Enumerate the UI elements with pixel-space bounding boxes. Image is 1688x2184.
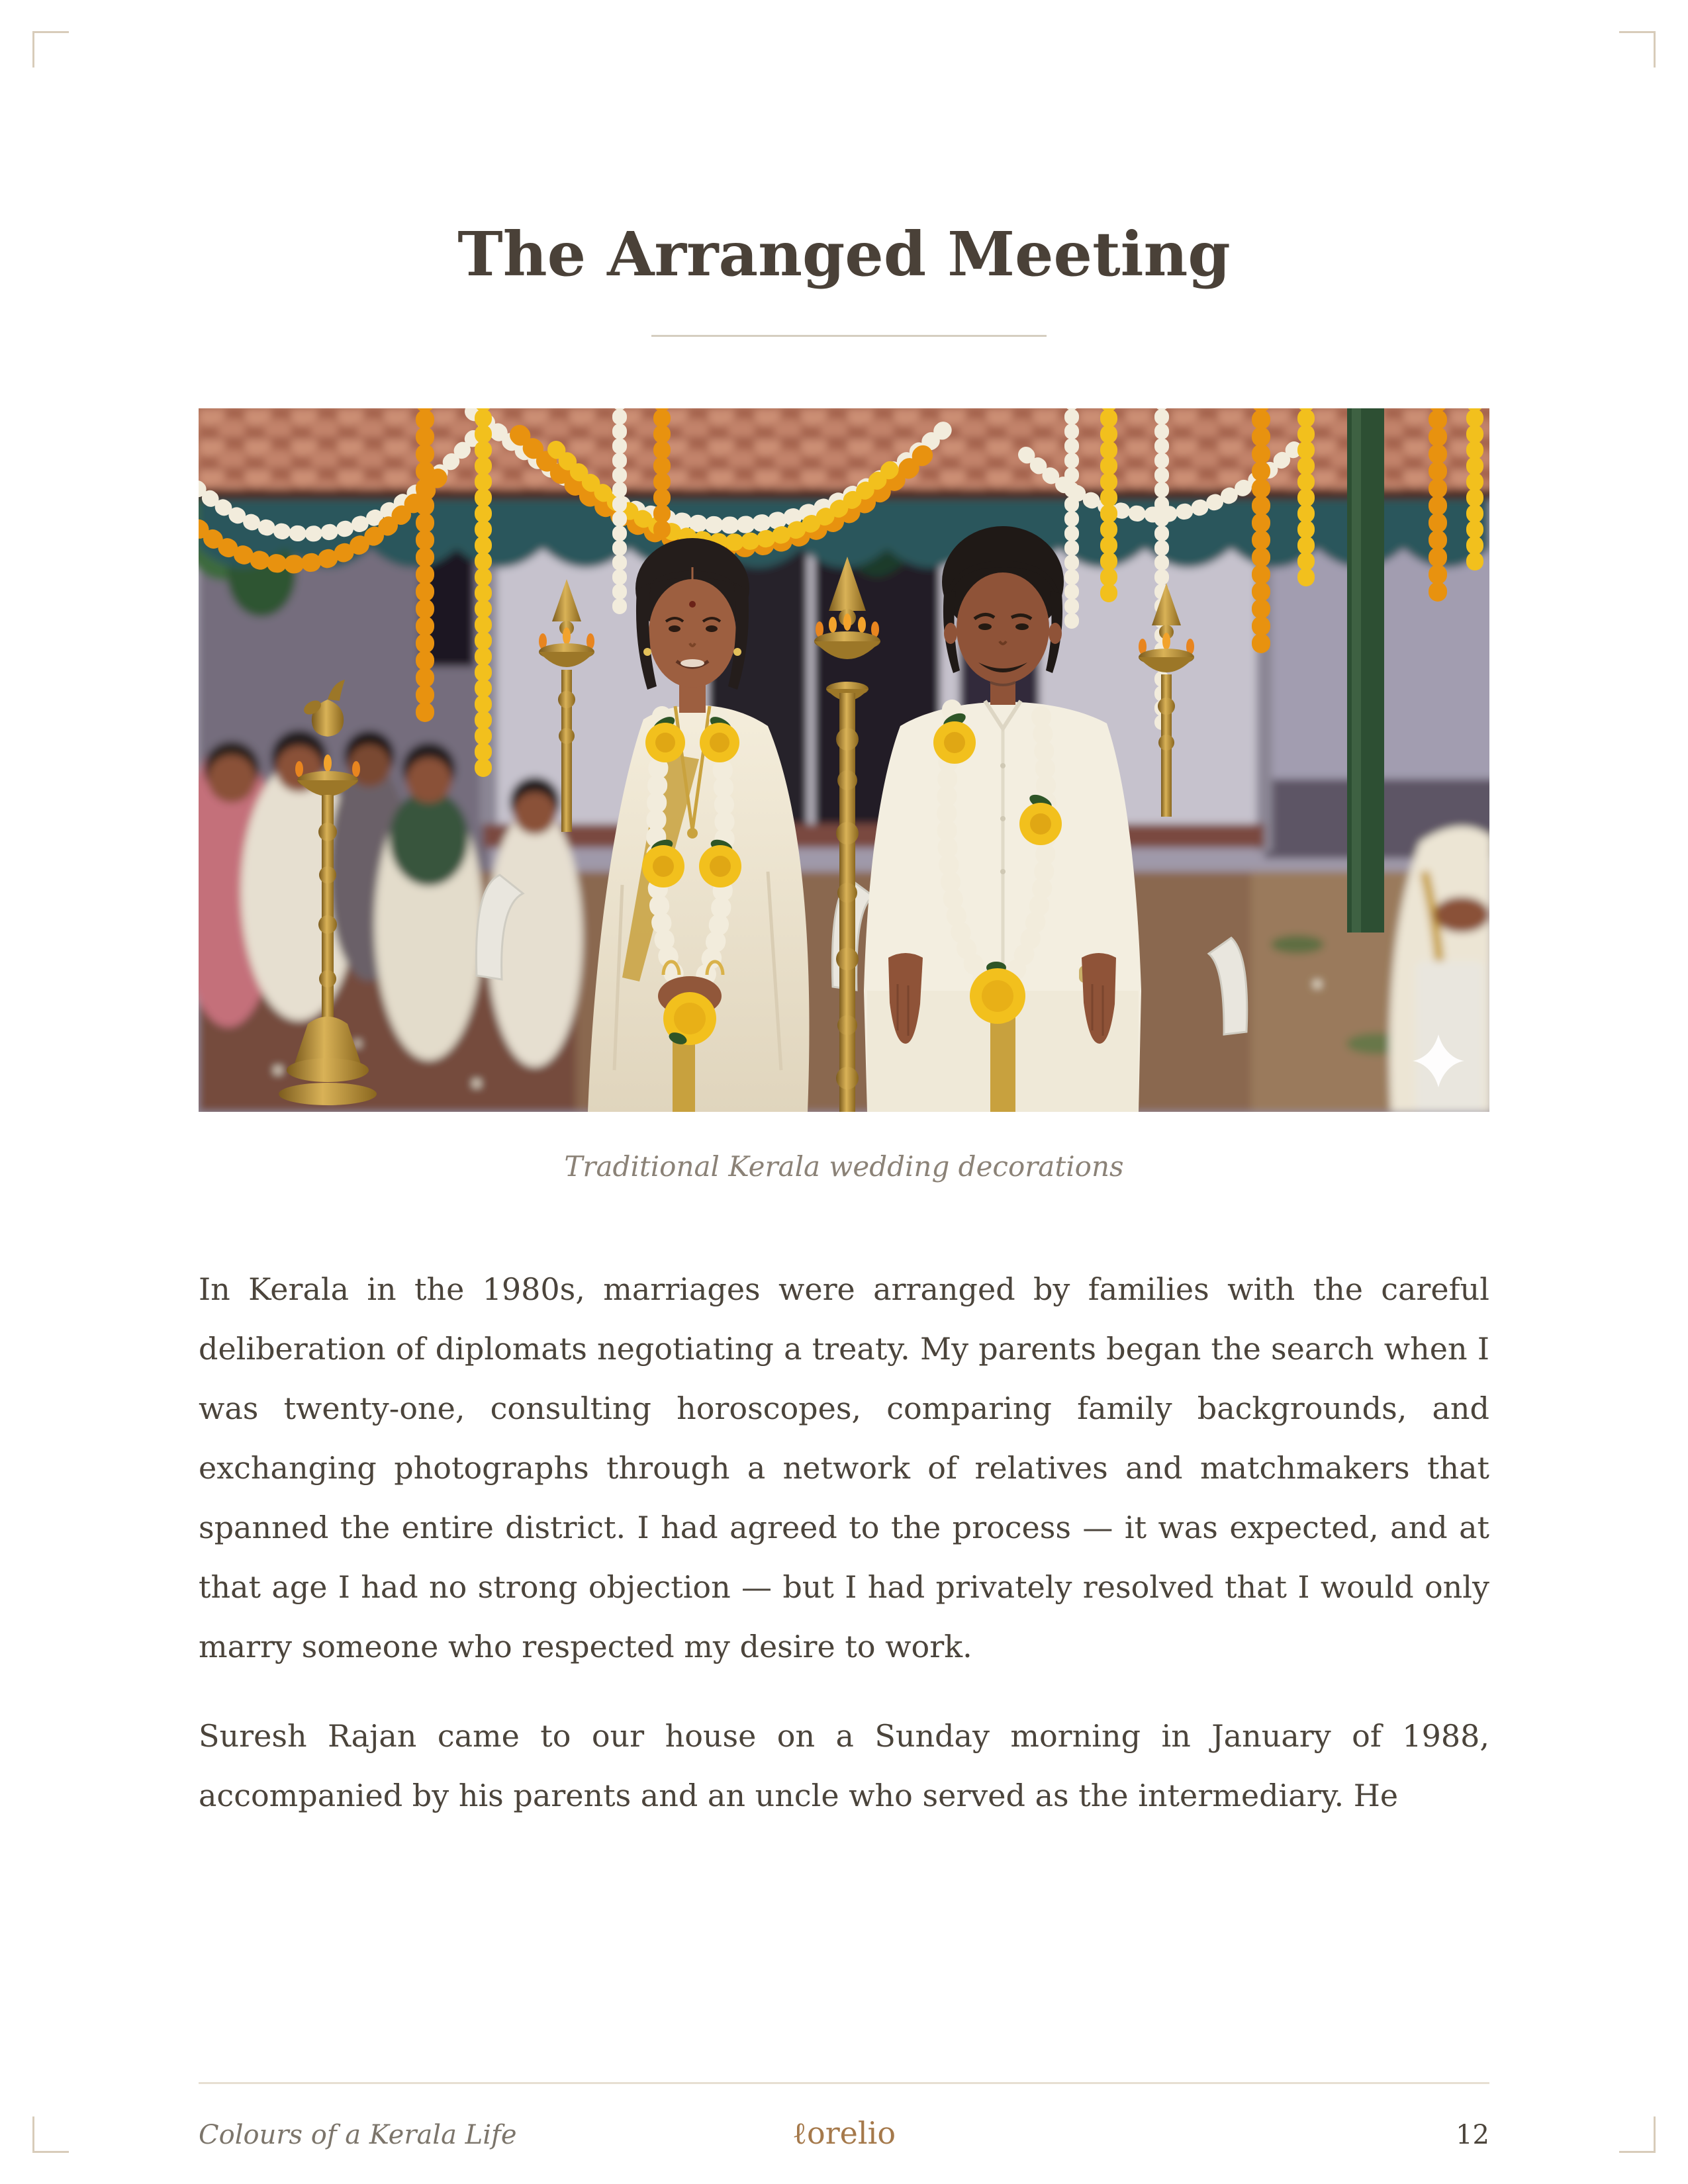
photo-caption: Traditional Kerala wedding decorations xyxy=(564,1150,1124,1183)
crop-mark-top-right xyxy=(1619,31,1656,68)
crop-mark-bottom-left xyxy=(32,2116,69,2153)
footer-rule xyxy=(199,2082,1489,2084)
title-divider xyxy=(651,335,1047,337)
footer-logo: ℓorelio xyxy=(792,2115,896,2151)
paragraph-2: Suresh Rajan came to our house on a Sunday morning in January of 1988, accompanied by his parents and an uncle who served as the intermediary. He xyxy=(199,1717,1489,1813)
crop-mark-top-left xyxy=(32,31,69,68)
chapter-title: The Arranged Meeting xyxy=(457,218,1231,290)
wedding-photo xyxy=(199,408,1489,1112)
crop-mark-bottom-right xyxy=(1619,2116,1656,2153)
paragraph-1: In Kerala in the 1980s, marriages were arranged by families with the careful deliberation of diplomats negotiating a treaty. My parents began the search when I was twenty-one, consulting horoscopes, comparing family backgrounds, and exchanging photographs through a network of relatives and matchmakers that spanned the entire district. I had agreed to the process — it was expected, and at that age I had no strong objection — but I had privately resolved that I would only marry someone who respected my desire to work. xyxy=(199,1271,1489,1664)
page-footer xyxy=(199,2115,1489,2151)
footer-book-title: Colours of a Kerala Life xyxy=(199,2120,517,2150)
body-text xyxy=(199,1260,1489,1826)
veranda-pole xyxy=(1347,408,1384,933)
footer-page-number: 12 xyxy=(1456,2120,1489,2150)
